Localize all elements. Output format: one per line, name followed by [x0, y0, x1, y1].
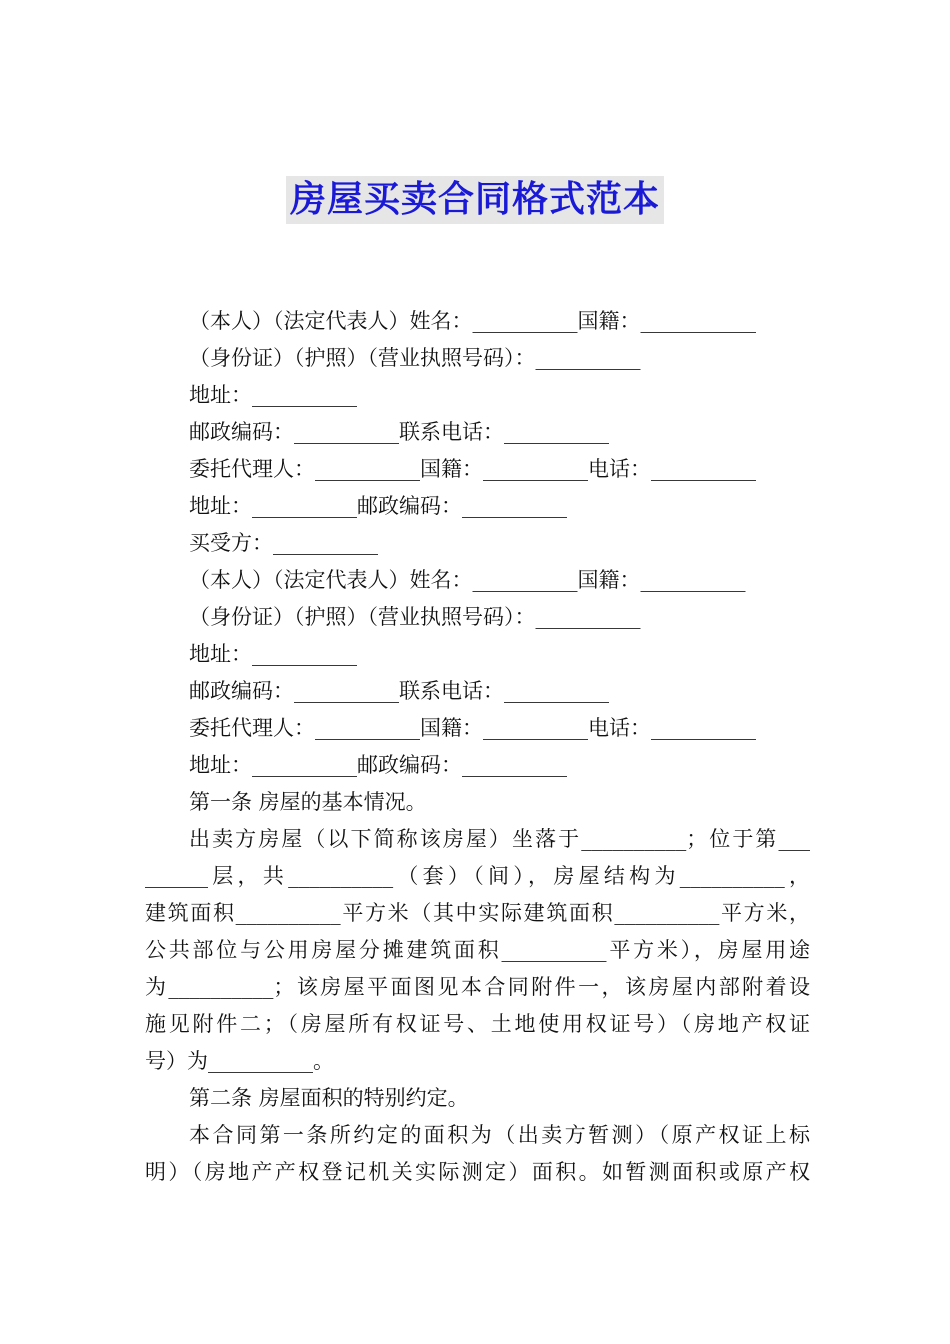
buyer-agent-line: 委托代理人：__________国籍：__________电话：__________ [189, 716, 756, 740]
buyer-postcode-line: 邮政编码：__________联系电话：__________ [189, 679, 609, 703]
article-1-text-line: 号）为__________。 [145, 1049, 334, 1073]
document-body [145, 303, 810, 1191]
seller-id-line: （身份证）（护照）（营业执照号码）：__________ [189, 346, 641, 370]
buyer-id-line: （身份证）（护照）（营业执照号码）：__________ [189, 605, 641, 629]
article-1-text-line: 出卖方房屋（以下简称该房屋）坐落于__________；位于第___ [189, 827, 810, 851]
article-2-text-line: 本合同第一条所约定的面积为（出卖方暂测）（原产权证上标 [189, 1123, 810, 1147]
seller-address-line: 地址：__________ [189, 383, 357, 407]
buyer-name-line: （本人）（法定代表人）姓名：__________国籍：__________ [189, 568, 746, 592]
article-2-heading: 第二条 房屋面积的特别约定。 [189, 1086, 469, 1110]
article-1-text-line: 建筑面积__________平方米（其中实际建筑面积__________平方米， [145, 901, 810, 925]
buyer-address-line: 地址：__________ [189, 642, 357, 666]
buyer-agent-address-line: 地址：__________邮政编码：__________ [189, 753, 567, 777]
article-1-text-line: 公共部位与公用房屋分摊建筑面积__________平方米），房屋用途 [145, 938, 810, 962]
document-title: 房屋买卖合同格式范本 [286, 176, 664, 224]
seller-postcode-line: 邮政编码：__________联系电话：__________ [189, 420, 609, 444]
article-1-text-line: 为__________；该房屋平面图见本合同附件一，该房屋内部附着设 [145, 975, 810, 999]
seller-name-line: （本人）（法定代表人）姓名：__________国籍：___________ [189, 309, 756, 333]
buyer-heading-line: 买受方：__________ [189, 531, 378, 555]
article-1-heading: 第一条 房屋的基本情况。 [189, 790, 427, 814]
article-1-text-line: ______层，共__________（套）（间），房屋结构为__________， [145, 864, 810, 888]
article-1-text-line: 施见附件二；（房屋所有权证号、土地使用权证号）（房地产权证 [145, 1012, 810, 1036]
seller-agent-address-line: 地址：__________邮政编码：__________ [189, 494, 567, 518]
article-2-text-line: 明）（房地产产权登记机关实际测定）面积。如暂测面积或原产权 [145, 1160, 810, 1184]
title-wrap [0, 176, 950, 224]
seller-agent-line: 委托代理人：__________国籍：__________电话：__________ [189, 457, 756, 481]
